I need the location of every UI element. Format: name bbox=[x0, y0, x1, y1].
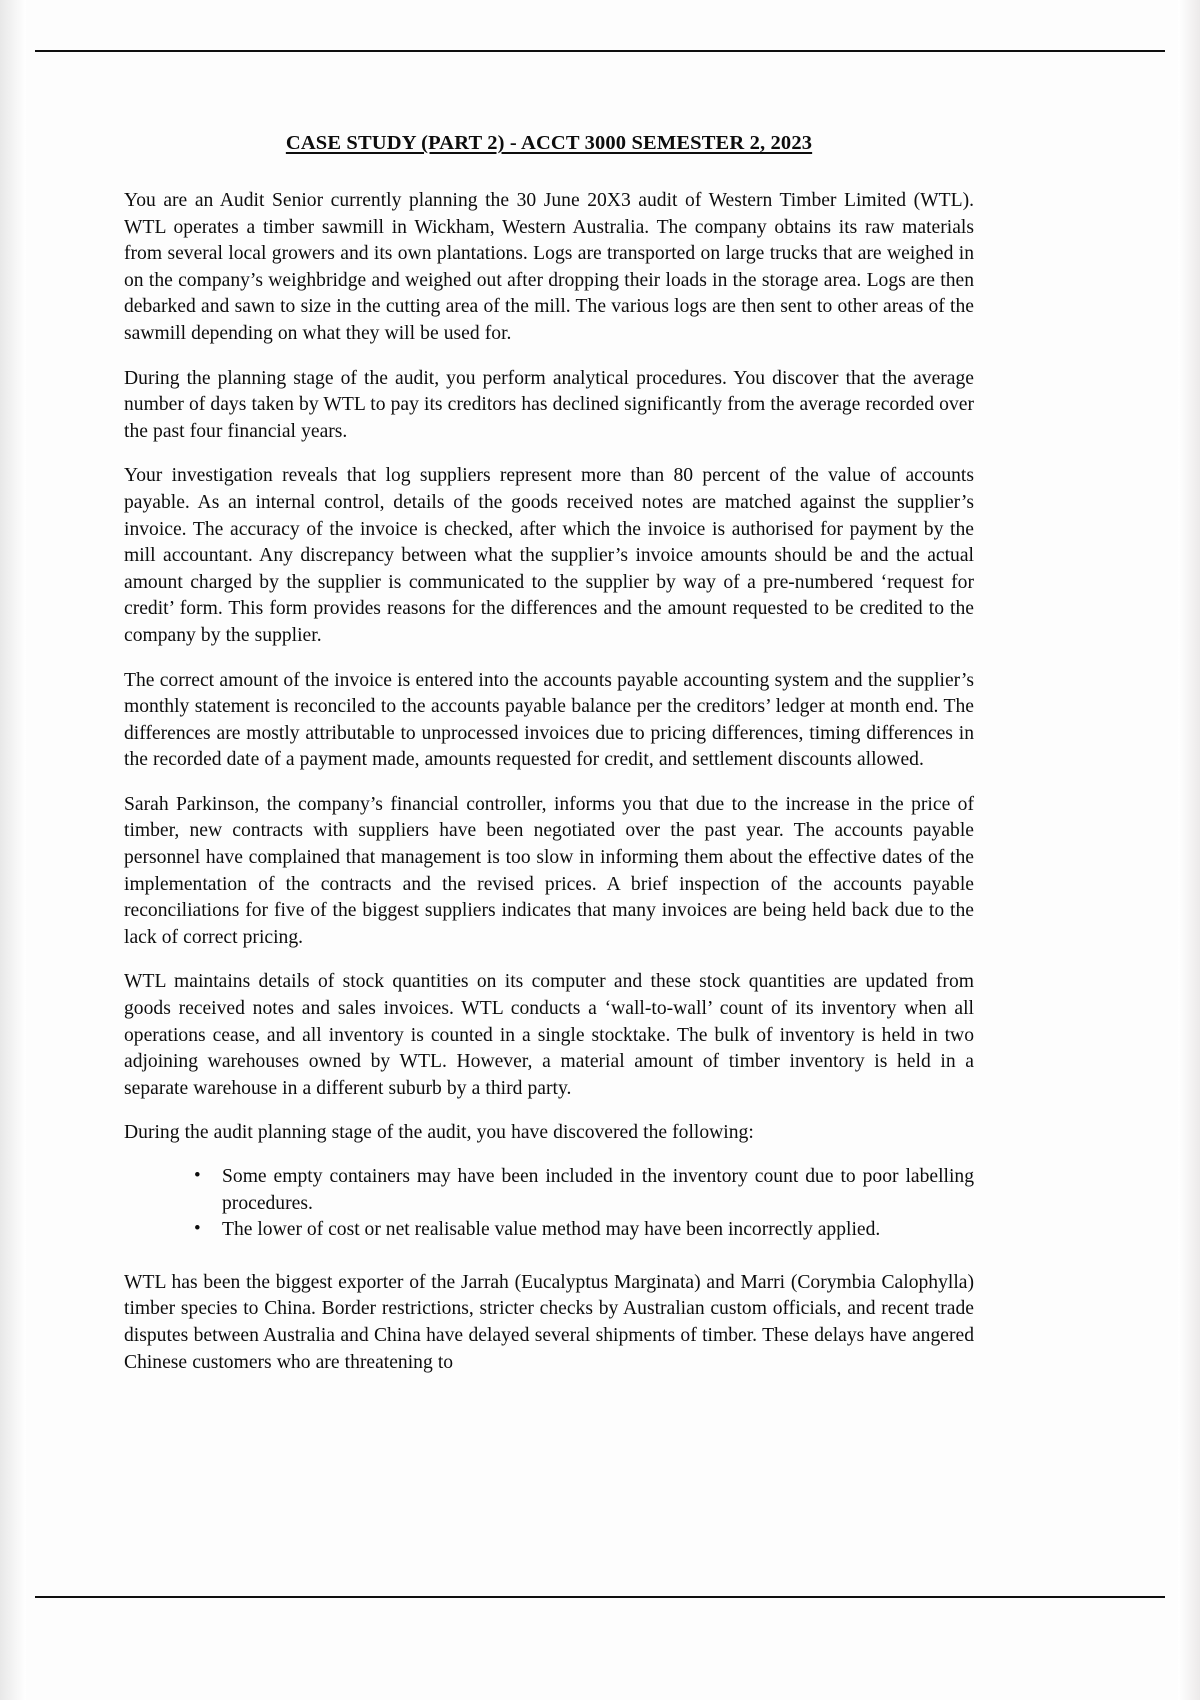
paragraph-log-suppliers: Your investigation reveals that log suppliers represent more than 80 percent of the value of accounts payable. As an internal control, details of the goods received notes are matched against the supplier’s invoice. The accuracy of the invoice is checked, after which the invoice is authorised for payment by the mill accountant. Any discrepancy between what the supplier’s invoice amounts should be and the actual amount charged by the supplier is communicated to the supplier by way of a pre-numbered ‘request for credit’ form. This form provides reasons for the differences and the amount requested to be credited to the company by the supplier. bbox=[124, 465, 974, 646]
paragraph-findings-lead-in: During the audit planning stage of the audit, you have discovered the following: bbox=[124, 1122, 754, 1144]
bullet-icon: • bbox=[194, 1165, 201, 1186]
list-item bbox=[188, 1217, 974, 1244]
header-rule bbox=[35, 50, 1165, 52]
list-item-text: The lower of cost or net realisable value method may have been incorrectly applied. bbox=[222, 1219, 881, 1241]
paragraph-intro: You are an Audit Senior currently planning the 30 June 20X3 audit of Western Timber Limited (WTL). WTL operates a timber sawmill in Wickham, Western Australia. The company obtains its raw materials from several local growers and its own plantations. Logs are transported on large trucks that are weighed in on the company’s weighbridge and weighed out after dropping their loads in the storage area. Logs are then debarked and sawn to size in the cutting area of the mill. The various logs are then sent to other areas of the sawmill depending on what they will be used for. bbox=[124, 190, 974, 344]
list-item bbox=[188, 1164, 974, 1217]
paragraph-analytical-procedures: During the planning stage of the audit, you perform analytical procedures. You discover that the average number of days taken by WTL to pay its creditors has declined significantly from the average recorded over the past four financial years. bbox=[124, 367, 974, 442]
paragraph-export-china: WTL has been the biggest exporter of the Jarrah (Eucalyptus Marginata) and Marri (Corymbia Calophylla) timber species to China. Border restrictions, stricter checks by Australian custom officials, and recent trade disputes between Australia and China have delayed several shipments of timber. These delays have angered Chinese customers who are threatening to bbox=[124, 1271, 974, 1373]
paragraph-financial-controller: Sarah Parkinson, the company’s financial controller, informs you that due to the increase in the price of timber, new contracts with suppliers have been negotiated over the past year. The accounts payable personnel have complained that management is too slow in informing them about the effective dates of the implementation of the contracts and the revised prices. A brief inspection of the accounts payable reconciliations for five of the biggest suppliers indicates that many invoices are being held back due to the lack of correct pricing. bbox=[124, 793, 974, 948]
bullet-icon: • bbox=[194, 1218, 201, 1240]
findings-list bbox=[124, 1164, 974, 1244]
paragraph-inventory-stocktake: WTL maintains details of stock quantities on its computer and these stock quantities are updated from goods received notes and sales invoices. WTL conducts a ‘wall-to-wall’ count of its inventory when all operations cease, and all inventory is counted in a single stocktake. The bulk of inventory is held in two adjoining warehouses owned by WTL. However, a material amount of timber inventory is held in a separate warehouse in a different suburb by a third party. bbox=[124, 971, 974, 1099]
list-item-text: Some empty containers may have been included in the inventory count due to poor labelling procedures. bbox=[222, 1166, 974, 1214]
page-title: CASE STUDY (PART 2) - ACCT 3000 SEMESTER 2, 2023 bbox=[285, 132, 813, 154]
paragraph-accounts-payable-system: The correct amount of the invoice is entered into the accounts payable accounting system and the supplier’s monthly statement is reconciled to the accounts payable balance per the creditors’ ledger at month end. The differences are mostly attributable to unprocessed invoices due to pricing differences, timing differences in the recorded date of a payment made, amounts requested for credit, and settlement discounts allowed. bbox=[124, 669, 974, 771]
footer-rule bbox=[35, 1596, 1165, 1598]
document-body bbox=[124, 132, 974, 1394]
